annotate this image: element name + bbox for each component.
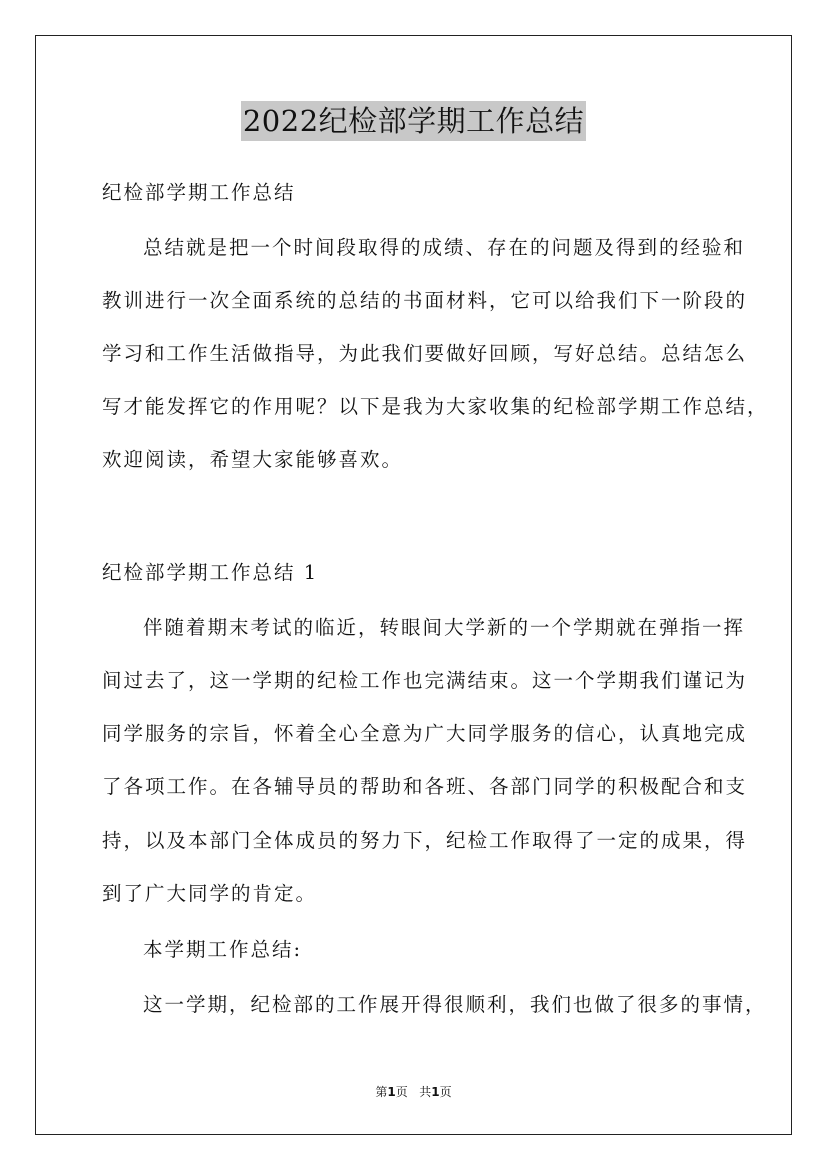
page-number: 1: [387, 1085, 396, 1099]
intro-line: 总结就是把一个时间段取得的成绩、存在的问题及得到的经验和: [143, 236, 746, 259]
body-line: 同学服务的宗旨，怀着全心全意为广大同学服务的信心，认真地完成: [102, 722, 748, 745]
body-line: 这一学期，纪检部的工作展开得很顺利，我们也做了很多的事情，: [143, 993, 767, 1016]
title-container: [0, 101, 827, 141]
body-line: 到了广大同学的肯定。: [102, 882, 318, 905]
intro-line: 写才能发挥它的作用呢？以下是我为大家收集的纪检部学期工作总结，: [102, 395, 769, 418]
total-prefix: 共: [419, 1085, 432, 1099]
total-pages: 1: [431, 1085, 440, 1099]
section-heading: 纪检部学期工作总结: [102, 181, 296, 204]
body-line: 了各项工作。在各辅导员的帮助和各班、各部门同学的积极配合和支: [102, 775, 748, 798]
intro-line: 教训进行一次全面系统的总结的书面材料，它可以给我们下一阶段的: [102, 289, 748, 312]
section-heading: 纪检部学期工作总结 1: [102, 561, 319, 584]
page-suffix: 页: [395, 1085, 408, 1099]
body-line: 持，以及本部门全体成员的努力下，纪检工作取得了一定的成果，得: [102, 829, 748, 852]
total-suffix: 页: [439, 1085, 452, 1099]
intro-line: 学习和工作生活做指导，为此我们要做好回顾，写好总结。总结怎么: [102, 342, 748, 365]
body-line: 伴随着期末考试的临近，转眼间大学新的一个学期就在弹指一挥: [143, 616, 746, 639]
page-prefix: 第: [375, 1085, 388, 1099]
document-title: 2022纪检部学期工作总结: [241, 101, 586, 141]
intro-line: 欢迎阅读，希望大家能够喜欢。: [102, 448, 404, 471]
body-line: 间过去了，这一学期的纪检工作也完满结束。这一个学期我们谨记为: [102, 669, 748, 692]
page-footer: [0, 1083, 827, 1101]
summary-heading: 本学期工作总结:: [143, 938, 303, 961]
